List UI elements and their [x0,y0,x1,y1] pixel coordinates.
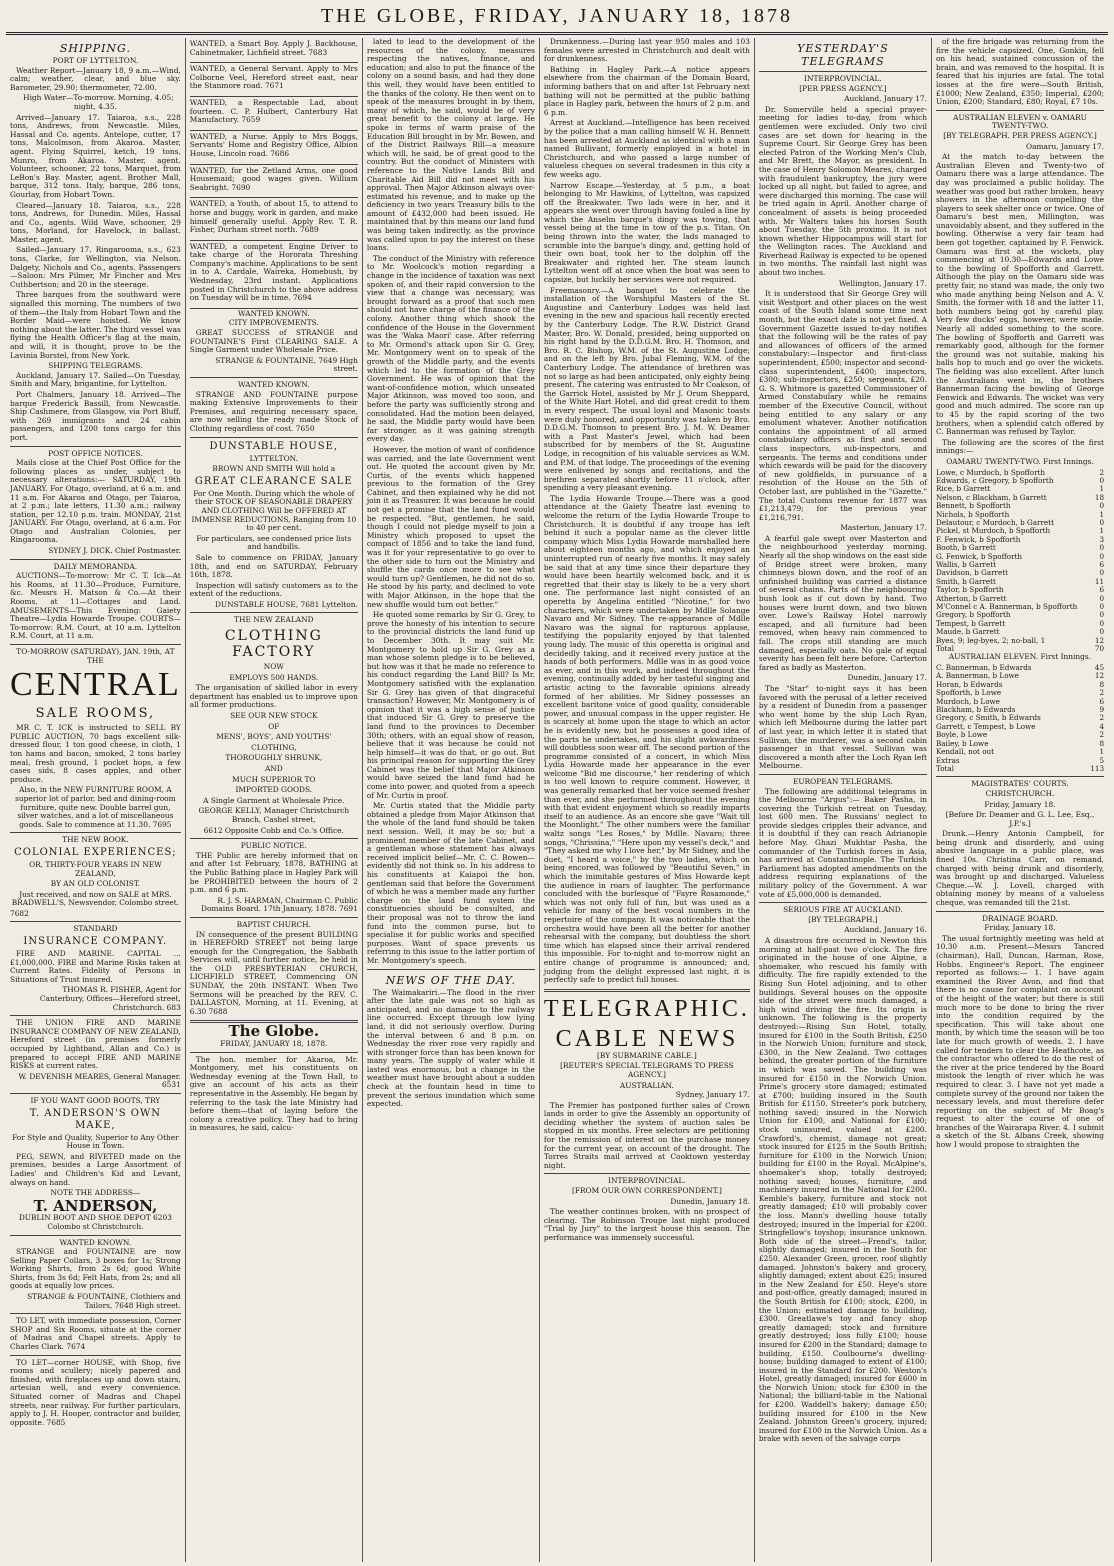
runs: 2 [1099,467,1105,477]
dunstable-sign: DUNSTABLE HOUSE, 7681 Lyttelton. [215,599,358,609]
divider [759,71,927,72]
tomorrow-line: TO-MORROW (SATURDAY), JAN. 19th, AT THE [16,647,175,665]
kelly-sign: GEORGE KELLY, Manager Christchurch Branch, Cashel street, [198,806,350,824]
divider [10,644,181,645]
divider [10,446,181,447]
score-row [936,748,1104,756]
batsman: Delautour, c Murdoch, b Garrett [935,517,1054,527]
batsman: Lowe, c Murdoch, b Spofforth [935,467,1046,477]
mens-label: MENS', BOYS', AND YOUTHS' [216,732,332,742]
runs: 1 [1099,526,1105,536]
wanted-ad-text: WANTED, for the Zetland Arms, one good Housemaid; good wages given. William Seabright. 7690 [189,165,358,192]
runs: 3 [1099,534,1105,544]
lydia-howarde-report: The Lydia Howarde Troupe.—There was a good attendance at the Gaiety Theatre last evening to welcome the return of the Lydia Howarde Troupe to Christchurch. It is doubtful if any troupe has left behind it such a popular name as the clever little company which Miss Lydia Howarde marshalled here about eighteen months ago, and which enjoyed an uninterrupted run of nearly five months. It may safely be said that at any time since their departure they would have been heartily welcomed back, and it is regretted that their stay is likely to be a very short one. The performance last night consisted of an operetta by Angelina entitled "Nicotine," for two characters, which were undertaken by Mdlle Solange Navaro and Mr Sidney. The re-appearance of Mdlle Navaro was the signal for rapturous applause, testifying the popularity enjoyed by that talented young lady. The music of this operetta is original and decidedly taking, and it received every justice at the hands of both performers. Mdlle was in as good voice as ever, and in this work, and indeed throughout the evening, continually added by her tasteful singing and artistic acting to the favorable opinions already formed of her abilities. Mr Sidney possesses an excellent baritone voice of good quality, considerable power, and unusual compass in the upper register. He is scarcely at home upon the stage to which an actor he is evidently new, but he possesses a good idea of the parts he undertakes, and his slight awkwardness will doubtless soon wear off. The second portion of the programme consisted of a concert, in which Miss Lydia Howarde made her appearance in the ever welcome "Bid me discourse," her rendering of which is too well known to require comment. However, it was generally remarked that her voice seemed fresher than ever, and she performed throughout the evening with that evident enjoyment which so readily imparts itself to an audience. As an encore she gave "Wait till the Moonlight." The other numbers were the familiar waltz songs "Les Roses," by Mdlle. Navaro; three songs, "Chrissina," "Here upon my vessel's deck," and "They asked me why I love her," by Mr Sidney, and the duet, "I heard a voice," by the two ladies, which on being encored, was followed by "Beautiful Seven," in which the inimitable gestures of Miss Howarde kept the audience in roars of laughter. The performance concluded with the burlesque of "Fayre Rosamonde," which was not only full of fun, but was used as a vehicle for many of the best vocal numbers in the repertoire of the company. It was noticeable that the orchestra would have been all the better for another rehearsal with the company, but doubtless the short time which has elapsed since their arrival rendered this impossible. For to-night and to-morrow night an entire change of programme is announced; and, judging from the delight expressed last night, it is perfectly safe to predict full houses. [543,493,750,985]
magistrates-before: [Before Dr. Deamer and G. L. Lee, Esq., J.P.'s.] [945,810,1095,828]
interprovincial-heading: INTERPROVINCIAL. [804,74,882,83]
barques-note: Three barques from the southward were signalled this morning. The numbers of two of them—the Italy from Hobart Town and the Border Maid—were hoisted. We know nothing about the latter. The third vessel was flying the Health Officer's flag at the main, and will, it is thought, prove to be the Lavinia Borstel, from New York. [10,290,181,360]
wellington-dateline: Wellington, January 17. [839,278,927,288]
runs: 9 [1099,705,1105,715]
batsman: C. Bannerman, b Edwards [935,663,1032,673]
european-telegrams-text: The following are additional telegrams in the Melbourne "Argus":— Baker Pasha, in covering the Turkish retreat on Tuesday, lost 600 men. The Russians' neglect to provide sledges cripples their advance, and it is doubtful if they can reach Adrianople before May. Ghazi Mukhtar Pasha, the commander of the Turkish forces in Asia, has arrived at Constantinople. The Turkish Parliament has adopted amendments on the address requiring explanations of the military policy of the Government. A war vote of £5,000,000 is demanded. [758,786,927,899]
fire-report-continued: of the fire brigade was returning from the fire the vehicle capsized. One, Gonkin, fell on his head, sustained concussion of the brain, and was removed to the hospital. It is feared that his injuries are fatal. The total losses at the fire were—South British, £1000; New Zealand, £350; Imperial, £200; Union, £200; Standard, £80; Royal, £7 10s. [935,37,1105,107]
drainage-board-heading: DRAINAGE BOARD. [982,913,1058,923]
fisher-sign: THOMAS R. FISHER, Agent for Canterbury, Offices—Hereford street, Christchurch. 683 [39,985,181,1012]
divider [10,1015,181,1016]
of-label: OF [268,721,280,731]
european-telegrams-heading: EUROPEAN TELEGRAMS. [792,776,893,786]
magistrates-date: Friday, January 18. [984,799,1056,809]
cricket-heading: AUSTRALIAN ELEVEN v. OAMARU TWENTY-TWO. [953,112,1087,131]
editorial-continued: He quoted some remarks by Sir G. Grey, to prove the honesty of his intention to secure to the provincial districts the land fund up to December 30th. It may suit Mr. Montgomery to hold up Sir G. Grey as a man whose solemn pledge is to be believed, but how was it that he made no reference to his conduct regarding the Land Bill? Is Mr. Montgomery satisfied with the explanation Sir G. Grey has given of that disgraceful transaction? However, Mr. Montgomery is of opinion that it was a high sense of justice that induced Sir G. Grey to preserve the land fund to the provinces to December 30th; others, with an equal show of reason, believe that it was because he could not help himself—it was do that, or go out. But his principal reason for supporting the Grey Cabinet was the belief that Major Atkinson would have seized the land fund had he come into power, and quoted from a speech of Mr. Curtis in proof. [366,610,535,800]
wanted-ad-text: WANTED, a competent Engine Driver to take charge of the Hororata Threshing Company's machine. Applications to be sent in to A. Cardale, Waireka, Homebush, by Wednesday, 23rd instant. Applications posted in Christchurch to the above address on Tuesday will be in time. 7694 [189,241,358,303]
batsman: Pickel, st Murdoch, b Spofforth [935,526,1051,536]
runs: 2 [1099,688,1105,698]
wanted-known-heading: WANTED KNOWN. [238,380,310,389]
public-notice-heading: PUBLIC NOTICE. [240,841,307,851]
score-row [936,637,1104,645]
strange-fountaine-text: STRANGE and FOUNTAINE are now Selling Paper Collars, 3 boxes for 1s; Strong Working Shirts, from 2s 6d; good White Shirts, from 3s 6d; Felt Hats, from 2s; and all goods at equally low prices. [10,1247,181,1291]
runs: 5 [1099,755,1105,765]
editorial-continued: However, the motion of want of confidence was carried, and the late Government went out. He quoted the account given by Mr. Curtis, of the events which happened previous to the formation of the Grey Cabinet, and then explained why he did not join it as Treasurer. It was because he could not get a promise that the land fund would be respected. "But, gentlemen, he said, though I could not pledge myself to join a Ministry which proposed to upset the compact of 1856 and to take the land fund, was it for your representative to go over to the other side to turn out the Ministry and shuffle the cards once more to see what would turn up? Gentlemen, he did not do so. He stood by his party, and declined to vote with Major Atkinson, in the hope that the new shuffle would turn out better." [366,444,535,609]
divider [10,1355,181,1356]
column-5 [755,38,932,1562]
sailings: Sailed—January 17. Ringarooma, s.s., 623 tons, Clarke, for Wellington, via Nelson. Dalgety, Nichols and Co., agents. Passengers—Saloon: Mrs Pilmer, Mr Fincher and Mrs Cuthbertson; and 20 in the steerage. [10,245,181,289]
batsman: Bennett, b Spofforth [935,501,1011,511]
clothing-factory-title: CLOTHING FACTORY [224,628,323,661]
runs: 2 [1099,730,1105,740]
clothing-label: CLOTHING, [251,742,297,752]
editorial-continued: lated to lead to the development of the resources of the colony, measures respecting the natives, finance, and education; and also to put the finance of the colony on a sound basis, and had they done this well, they would have been entitled to the thanks of the colony. He then went on to speak of the measures brought in by them, many of which, he said, would be of very great benefit to the colony at large. He spoke in terms of warm praise of the Education Bill brought in by Mr. Bowen, and of the District Railways Bill—a measure which will, he said, be of great good to the country. But the conduct of Ministers with reference to the Native Lands Bill and Charitable Aid Bill did not meet with his approval. Then Major Atkinson always over-estimated his revenue, and to make up the deficiency in two years Treasury bills to the amount of £432,000 had been issued. He maintained that by this means our land fund was being taken indirectly, as the province was called upon to pay the interest on these loans. [366,37,535,253]
total-label: Total [935,763,955,773]
column-1 [6,38,186,1562]
wanted-ad [190,97,358,131]
wanted-ad [190,198,358,240]
runs: 18 [1094,492,1105,502]
batsman: Gregory, b Spofforth [935,610,1011,620]
yesterdays-telegrams-heading: YESTERDAY'S TELEGRAMS [797,42,889,68]
wanted-ad-text: WANTED, a Nurse. Apply to Mrs Boggs, Servants' Home and Registry Office, Albion House, Lincoln road. 7686 [189,131,358,158]
divider [10,1235,181,1236]
note-address: NOTE THE ADDRESS— [50,1188,141,1198]
runs: 12 [1094,635,1105,645]
wanted-ad-text: WANTED, a Youth, of about 15, to attend to horse and buggy, work in garden, and make himself generally useful. Apply Rev. T. R. Fisher, Durham street north. 7689 [189,199,358,235]
batsman: Smith, b Garrett [935,576,996,586]
scores-intro: The following are the scores of the first innings:— [935,437,1105,456]
baptist-heading: BAPTIST CHURCH. [236,919,311,929]
divider [10,1093,181,1094]
shrunk-label: THOROUGHLY SHRUNK, [225,753,323,763]
runs: 11 [1094,576,1105,586]
waimakariri-report: The Waimakariri.—The flood in the river after the late gale was not so high as anticipated, and no damage to the railway line occurred. Except through low lying land, it did not seriously overflow. During the interval between 6 and 8 p.m. on Wednesday the river rose very rapidly and with stronger force than has been known for many years. The supply of water while it lasted was enormous, but a change in the weather must have brought about a sudden check at the fountain head in time to prevent the serious inundation which some expected. [366,987,535,1109]
aus-eleven-heading: AUSTRALIAN ELEVEN. First Innings. [948,652,1092,662]
strange-fountaine-sign: STRANGE & FOUNTAINE, 7649 High street. [215,355,358,374]
auckland-shipping: Auckland, January 17. Sailed—On Tuesday, Smith and Mary, brigantine, for Lyttelton. [10,370,181,389]
editorial-continued: The conduct of the Ministry with reference to Mr. Woolcock's motion regarding a change in the incidence of taxation was next spoken of, and their rapid conversion to the view that a change was necessary, was brought forward as a proof that such men should not have charge of the finance of the colony. Another thing which shook the confidence of the House in the Government was the 'Waka Maori' case. After referring to Mr. Ormond's attack upon Sir G. Grey, Mr. Montgomery went on to speak of the growth of the Middle party, and the events which led to the formation of the Grey Government. He was of opinion that the want-of-confidence motion, which unseated Major Atkinson, was moved too soon, and before the party was sufficiently strong and consolidated. Had the motion been delayed, he said, the Middle party would have been far stronger, as it was gaining strength every day. [366,253,535,444]
batsman: Atherton, b Garrett [935,593,1007,603]
clearance-sale-title: GREAT CLEARANCE SALE [194,475,353,487]
batsman: Wallis, b Garrett [935,559,996,569]
cricket-report: At the match to-day between the Australian Eleven and Twenty-two of Oamaru there was a large attendance. The day was proclaimed a public holiday. The weather was good but rather broken, heavy showers in the afternoon compelling the players to seek shelter once or twice. One of Oamaru's best men, Millington, was unavoidably absent, and they suffered in the bowling. Otherwise a very fair team had been got together, captained by F. Fenwick. Oamaru was first at the wickets, play commencing at 10.30—Edwards and Lowe to the bowling of Spofforth and Garrett. Although the play on the Oamaru side was pretty fair, no stand was made, the only two who made anything being Nelson and A. V. Smith, the former with 18 and the latter 11, both numbers being got by careful play. Very few ducks' eggs, however, were made. Nearly all added something to the score. The bowling of Spofforth and Garrett was remarkably good, although for the former the ground was not suitable, making his balls hop to much and go over the wickets. The fielding was also excellent. After lunch the Australians went in, the brothers Bannerman facing the bowling of George Fenwick and Edwards. The wicket was very good and much admired. The score ran up to 45 by the rapid scoring of the two brothers, when a splendid catch offered by C. Bannerman was refused by Taylor. [935,152,1105,437]
dunstable-location: LYTTELTON. [249,453,298,463]
divider [936,911,1104,912]
to-let-1: TO LET, with immediate possession, Corner SHOP and Six Rooms, situate at the corner of Madras and Chapel streets. Apply to Charles Clark. 7674 [10,1316,181,1352]
column-4 [540,38,755,1562]
and-label: AND [264,764,283,773]
shipping-telegrams-heading: SHIPPING TELEGRAMS. [48,361,143,371]
runs: 8 [1099,738,1105,748]
runs: 0 [1099,610,1105,620]
australian-heading: AUSTRALIAN. [619,1080,674,1090]
weather-report: Weather Report—January 18, 9 a.m.—Wind, calm; weather, clear, and blue sky. Barometer, 29.90; thermometer, 72.00. [10,65,181,92]
divider [190,612,358,613]
own-correspondent: [FROM OUR OWN CORRESPONDENT.] [571,1186,722,1196]
runs: 0 [1099,543,1105,553]
harman-sign: R. J. S. HARMAN, Chairman C. Public Domains Board. 17th January, 1878. 7691 [201,895,358,914]
runs: 4 [1099,721,1105,731]
magistrates-heading: MAGISTRATES' COURTS. [971,779,1069,789]
batsman: Murdoch, b Lowe [935,696,1000,706]
runs: 8 [1099,679,1105,689]
total-label: Total [935,644,955,654]
fire-report: A disastrous fire occurred in Newton this morning at half-past two o'clock. The fire originated in the house of one Alpine, a shoemaker, who rescued his family with difficulty. The fire rapidly extended to the Rising Sun Hotel adjoining, and to other buildings. Several houses on the opposite side of the street were much damaged, a high wind driving the fire. Its origin is unknown. The following is the property destroyed:—Rising Sun Hotel, totally, insured for £100 in the South British, £250 in the Norwich Union; furniture and stock, £300, in the New Zealand. Two cottages behind, the greater portion of the furniture in which was saved. The building was insured for £150 in the Norwich Union. Prime's grocery store damaged; estimated at £700; building insured in the South British for £1150. Streeter's pork butchery, nothing saved; insured in the Norwich Union for £100, and National for £100; stock uninsured, valued at £200. Crawford's, chemist, damage not great; stock insured for £125 in the South British; furniture for £100 in the Norwich Union; building for £100 in the Royal. McAlpine's, shoemaker's shop, totally destroyed; nothing saved; houses, furniture, and machinery insured in the National for £200. Kemble's bakery, furniture and stock not greatly damaged; £10 will probably cover the loss. Mann's dwelling house totally destroyed; insured in the Imperial for £200. Stringfellow's toyshop; insurance unknown. Both side of the street—Frend's, tailor, slightly damaged; insured in the South for £250. Alexander Green, grocer, roof slightly damaged. Johnston's bakery and grocery, slightly damaged; extent about £25; insured in the New Zealand for £50. Heye's store and post-office, greatly damaged; insured in the South British for £100; stock, £200, in the Union; estimated damage to building, £300. Greatlawe's toy and fancy shop greatly damaged; stock and furniture greatly destroyed; loss fully £100; house insured for £200 in the Standard; damage to building, £150. Coulbourne's dwelling-house; building damaged to extent of £100; insured in the Standard for £200. Weston's Hotel, greatly damaged; insured for £600 in the Norwich Union; stock for £300 in the National; the billiard-table in the National for £200. Waddell's bakery; damage £50; building insured for £100 in the New Zealand. Johnston Green's grocery, injured; insured for £100 in the Norwich Union. As a brake with seven of the salvage corps [758,936,927,1444]
divider [10,921,181,922]
city-improvements: CITY IMPROVEMENTS. [228,318,319,328]
editorial-continued: Mr. Curtis stated that the Middle party obtained a pledge from Major Atkinson that the whole of the land fund should be taken next session. Well, it may be so; but a prominent member of the late Cabinet, and a gentleman whose statement has always received implicit belief—Mr. C. C. Bowen—evidently did not think so. In his address to his constituents at Kaiapoi the hon. gentleman said that before the Government of which he was a member made any further charge on the land fund system the constituencies should be consulted, and their proposal was not to throw the land fund into the common purse, but to specialise it for public works and specified purposes. Want of space prevents us referring in this issue to the latter portion of Mr. Montgomery's speech. [366,801,535,965]
dunstable-house-title: DUNSTABLE HOUSE, [209,440,339,452]
post-office-heading: POST OFFICE NOTICES. [48,448,143,458]
runs: 6 [1099,585,1105,595]
column-3 [363,38,540,1562]
submarine-label: [BY SUBMARINE CABLE.] [597,1050,697,1060]
dunedin-dateline: Dunedin, January 18. [670,1196,750,1206]
standard-label: STANDARD [73,924,118,934]
divider [367,969,535,970]
news-of-the-day-heading: NEWS OF THE DAY. [385,973,516,987]
sale-rooms-title: SALE ROOMS, [35,706,156,722]
daily-memoranda-text: AUCTIONS—To-morrow: Mr C. T. Ick—At his Rooms, at 11.30—Produce, Furniture, &c. Messrs H. Matson & Co.—At their Rooms, at 11—Cottages and Land. AMUSEMENTS—This Evening: Gaiety Theatre—Lydia Howarde Troupe. COURTS—To-morrow: R.M. Court, at 10 a.m. Lyttelton R.M. Court, at 11 a.m. [10,571,181,641]
devenish-sign: W. DEVENISH MEARES, General Manager. 6531 [18,1071,181,1090]
see-stock: SEE OUR NEW STOCK [230,711,318,721]
divider [544,989,750,992]
now-label: NOW [263,662,284,672]
drainage-date: Friday, January 18. [984,923,1056,933]
masterton-report: A fearful gale swept over Masterton and the neighbourhood yesterday morning. Nearly all the shop windows on the east side of Bridge street were broken, many chimneys blown down, and the roof of an unfinished building was carried a distance of several chains. Parts of the neighbouring bush look as if cut down by hand. Two houses were burnt down, and two blown over. Lowe's Railway Hotel narrowly escaped, and all furniture had been removed, when heavy rain commenced to fall. The crops still standing are much damaged, especially oats. No gale of equal severity has been felt here before. Carterton fared as badly as Masterton. [758,533,927,672]
divider [190,377,358,378]
runs: 12 [1094,671,1105,681]
shipping-heading: SHIPPING. [59,42,131,55]
batsman: Nichols, b Spofforth [935,509,1010,519]
wanted-ad-text: WANTED, a Respectable Lad, about fourteen. C. P. Hulbert, Canterbury Hat Manufactory. 7659 [189,97,358,125]
columns [6,38,1108,1562]
batsman: Gregory, c Smith, b Edwards [935,713,1041,723]
batsman: F. Fenwick, b Spofforth [935,534,1021,544]
wanted-ad-text: WANTED, a Smart Boy. Apply J. Backhouse, Cabinetmaker, Lichfield street. 7683 [189,39,358,57]
clearances: Cleared—January 18. Taiaroa, s.s., 228 tons, Andrews, for Dunedin. Miles, Hassal and Co., agents. Wild Wave, schooner, 29 tons, Morland, for Havelock, in ballast. Master, agent. [10,200,181,244]
organisation-text: The organisation of skilled labor in every department has enabled us to improve upon all former productions. [189,683,358,710]
divider [10,1313,181,1314]
wellington-report: It is understood that Sir George Grey will visit Westport and other places on the west coast of the South Island some time next month, but the exact date is not yet fixed. A Government Gazette issued to-day notifies that the following will be the rates of pay and allowances of officers of the armed constabulary:—Inspector and first-class superintendent, £500; inspector and second-class superintendent, £400; inspectors, £300; sub-inspectors, £250; sergeants, £20. G. S. Whitmore is gazetted Commissioner of Armed Constabulary while he remains member of the Executive Council, without being entitled to any salary or any emolument whatever. Another notification contains the appointment of all armed constabulary officers as first and second class inspectors, sub-inspectors, and sergeants. The terms and conditions under which rewards will be paid for the discovery of new goldfields, in pursuance of a resolution of the House on the 5th of October last, are published in the "Gazette." The total Customs revenue for 1877 was £1,213,479; for the previous year £1,216,791. [758,289,927,522]
arrivals: Arrived—January 17. Taiaroa, s.s., 228 tons, Andrews, from Newcastle. Miles, Hassal and Co. agents. Antelope, cutter, 17 tons, Malcolmson, from Akaroa. Master, agent. Flying Squirrel, ketch, 19 tons, Munro, from Akaroa. Master, agent. Volunteer, schooner, 22 tons, Marquet, from LeBon's Bay. Master, agent. Brother Mall, barque, 312 tons. Italy, barque, 286 tons, Gourlay, from Hobart Town. [10,112,181,199]
aus-eleven-scorecard [936,664,1104,765]
serious-fire-heading: SERIOUS FIRE AT AUCKLAND. [783,905,903,915]
batsman: Byes, 9; leg-byes, 2; no-ball, 1 [935,635,1046,645]
score-row [936,757,1104,765]
wanted-ad [190,63,358,97]
drainage-report: The usual fortnightly meeting was held at 10.30 a.m. Present—Messrs Tancred (chairman), Hall, Duncan, Harman, Rose, Hobbs. Engineer's Report. The engineer reported as follows:— 1. I have again examined the River Avon, and find that there is no cause for complaint on account of the height of the water; but there is still much more to be done to bring the river into the condition required by the specification. This will take about one month, by which time the season will be too late for much growth of weeds. 2. I have called for tenders to clear the Heathcote, as the contractor who offered to do the rest of the river at the price tendered by the Board mistook the length of river which he was required to clear. 3. I have not yet made a complete survey of the ground nor taken the necessary levels, and must therefore defer reporting on the subject of Mr Boag's request to alter the course of one of branches of the Wairarapa River. 4. I submit a sketch of the St. Albans Creek, showing how I would propose to straighten the [935,933,1105,1150]
divider [936,776,1104,777]
dublin-depot: DUBLIN BOOT AND SHOE DEPOT 6203 Colombo st Christchurch. [18,1213,172,1231]
batsman: M'Connel c A. Bannerman, b Spofforth [935,602,1078,611]
runs: 0 [1099,627,1105,637]
runs: 0 [1099,618,1105,628]
ick-auction-text: MR C. T. ICK is instructed to SELL BY PUBLIC AUCTION, 70 bags excellent silk-dressed flour, 1 ton good cheese, in cloth, 1 ton hams and bacon, smoked, 2 tons barley meal, fresh ground, 1 pocket hops, a few cases sids, 8 cases apples, and other produce. [10,723,181,784]
runs: 1 [1099,747,1105,757]
runs: 45 [1094,663,1105,673]
magistrates-report: Drunk.—Henry Antonis Campbell, for being drunk and disorderly, and using abusive language in a public place, was fined 10s. Christina Carr, on remand, charged with being drunk and disorderly, was brought up and discharged. Valueless Cheque.—W. J. Lovell, charged with obtaining money by means of a valueless cheque, was remanded till the 21st. [935,829,1105,908]
divider [190,437,358,438]
runs: 6 [1099,696,1105,706]
press-agency-label: [PER PRESS AGENCY.] [799,83,887,93]
new-book-heading: THE NEW BOOK. [62,835,129,845]
divider [190,917,358,918]
colonial-sale: Just received, and now on SALE at MRS. BRADWELL'S, Newsvendor, Colombo street. [11,889,180,908]
batsman: Rice, b Garrett [935,484,991,494]
bathing-report: Bathing in Hagley Park.—A notice appears elsewhere from the chairman of the Domain Board, informing bathers that on and after 1st February next bathing will not be permitted at the public bathing place in Hagley park, between the hours of 2 p.m. and 6 p.m. [543,64,750,117]
batsman: Blackham, b Edwards [935,705,1016,715]
wanted-ad [190,38,358,63]
column-2 [186,38,363,1562]
wanted-known-heading: WANTED KNOWN. [59,1237,132,1247]
globe-title: The Globe. [228,1022,320,1041]
insurance-subtitle: FIRE AND MARINE. CAPITAL ... £1,000,000. FIRE and Marine Risks taken at Current Rates. Fidelity of Persons in Situations of Trust insured. [10,949,181,984]
insurance-title: INSURANCE COMPANY. [23,936,168,948]
masterton-dateline: Masterton, January 17. [840,523,927,533]
divider [190,838,358,839]
colonial-ad-number: 7682 [10,908,29,918]
total-value: 113 [1090,763,1105,773]
batsman: Kendall, not out [935,747,995,757]
batsman: Maude, b Garrett [935,627,1000,637]
cable-news-title: CABLE NEWS [555,1025,739,1052]
baptist-text: IN consequence of the present BUILDING in HEREFORD STREET not being large enough for the Congregation, the Sabbath Services will, until further notice, be held in the OLD PRESBYTERIAN CHURCH, LICHFIELD STREET, Commencing ON SUNDAY, the 20th INSTANT. When Two Sermons will be preached by the REV. C. DALLASTON, Morning, at 11. Evening, at 6.30 7688 [189,929,358,1016]
interprovincial-heading: INTERPROVINCIAL. [608,1176,686,1186]
fire-dateline: Auckland, January 16. [844,925,927,935]
telegraphic-title: TELEGRAPHIC. [543,995,750,1022]
batsman: Extras [935,755,960,765]
anderson-make: T. ANDERSON'S OWN MAKE, [29,1107,161,1131]
batsman: Horan, b Edwards [935,679,1003,689]
freemasonry-report: Freemasonry.—A banquet to celebrate the installation of the Worshipful Masters of the St. Augustine and Canterbury Lodges was held last evening in the new and spacious hall recently erected by the Canterbury Lodge. The R.W. District Grand Master, Bro. W. Donald, presided, being supported on his right hand by the D.D.G.M. Bro. H. Thomson, and Bro. R. C. Bishop, W.M. of the St. Augustine Lodge; and on the left by Bro. Jubal Fleming, W.M. of the Canterbury Lodge. The attendance of brethren was not so large as had been anticipated, only eighty being present. The catering was entrusted to Mr Coakson, of the Garrick Hotel, assisted by Mr J. Orum Sheppard, of the White Hart Hotel, and did great credit to them in every respect. The usual loyal and Masonic toasts were duly honored, and opportunity was taken by Bro. D.D.G.M. Thomson to present Bro. J. M. W. Deamer with a Past Master's Jewel, which had been subscribed for by members of the St. Augustine Lodge, in recognition of his valuable services as W.M. and P.M. of that lodge. The proceedings of the evening were enlivened by songs and recitations, and the brethren separated shortly before 11 o'clock, after spending a very pleasant evening. [543,285,750,493]
drunkenness-report: Drunkenness.—During last year 950 males and 103 females were arrested in Christchurch and dealt with for drunkenness. [543,37,750,64]
batsman: Garrett, c Tempest, b Lowe [935,721,1036,731]
high-water: High Water—To-morrow. Morning, 4.05; night, 4.35. [23,93,174,111]
anderson-name: T. ANDERSON, [33,1196,158,1215]
runs: 1 [1099,509,1105,519]
batsman: Bailey, b Lowe [935,738,989,748]
masthead: THE GLOBE, FRIDAY, JANUARY 18, 1878 [6,0,1108,35]
superior-label: MUCH SUPERIOR TO [232,774,316,784]
magistrates-city: CHRISTCHURCH. [985,788,1055,798]
pegged-text: PEG, SEWN, and RIVETED made on the premises, besides a Large Assortment of Ladies' and Children's Kid and Levant, always on hand. [10,1151,181,1187]
brown-smith: BROWN AND SMITH Will hold a [212,464,336,474]
batsman: A. Bannerman, b Lowe [935,671,1019,681]
sydney-report: The Premier has postponed further sales of Crown lands in order to give the Assembly an opportunity of deciding whether the system of auction sales be stopped in six months. Free selectors are petitioning for the remission of interest on the purchase money for the current year, on account of the drought. The Torres Straits mail arrived at Cooktown yesterday night. [543,1100,750,1170]
narrow-escape-report: Narrow Escape.—Yesterday, at 5 p.m., a boat belonging to Mr Hawkins, of Lyttelton, was capsized off the Breakwater. Two lads were in her, and it appears she went over through having fouled a line by which the Anselm barque's dingy was towing, that vessel being at the time in tow of the p.s. Titan. On being thrown into the water, the lads managed to scramble into the barque's dingy, and, getting hold of their own boat, took her to the dolphin off the Breakwater and righted her. The steam launch Lyttelton went off at once when the boat was seen to capsize, but luckily her services were not required. [543,180,750,285]
cricket-dateline: Oamaru, January 17. [1026,141,1105,151]
runs: 0 [1099,568,1105,578]
post-office-sign: SYDNEY J. DICK. Chief Postmaster. [48,546,181,556]
batsman: Taylor, b Spofforth [935,585,1004,595]
runs: 0 [1099,602,1105,611]
oamaru-scorecard [936,469,1104,646]
divider [10,559,181,560]
runs: 0 [1099,501,1105,511]
runs: 0 [1099,517,1105,527]
colonial-author: BY AN OLD COLONIST. [50,879,141,889]
to-let-2: TO LET—corner HOUSE, with Shop, five rooms and scullery; nicely papered and finished, with fireplaces up and down stairs, artesian well, and every convenience. Situated corner of Madras and Chapel streets, near railway. For further particulars, apply to J. H. Hooper, contractor and builder, opposite. 7685 [10,1357,181,1427]
wanted-ad [190,241,358,309]
strange-fountaine-sign: STRANGE & FOUNTAINE, Clothiers and Tailors, 7648 High street. [27,1292,181,1310]
oamaru-innings-heading: OAMARU TWENTY-TWO. First Innings. [946,456,1094,466]
dunedin-report: The weather continues broken, with no prospect of clearing. The Robinson Troupe last night produced "Trial by Jury" to the largest house this season. The performance was immensely successful. [543,1207,750,1242]
runs: 0 [1099,551,1105,561]
wanted-ad-text: WANTED, a General Servant. Apply to Mrs Colborne Veel, Hereford street east, near the Stanmore road. 7671 [189,64,358,91]
ick-auction-also: Also, in the NEW FURNITURE ROOM, A superior lot of parlor, bed and dining-room furniture, quite new. Double barrel gun, silver watches, and a lot of miscellaneous goods. Sale to commence at 11.30. 7695 [15,785,176,829]
reuter-label: [REUTER'S SPECIAL TELEGRAMS TO PRESS AGENCY.] [560,1061,734,1079]
inspection-text: Inspection will satisfy customers as to the extent of the reductions. [189,580,358,599]
runs: 1 [1099,484,1105,494]
union-insurance-ad: THE UNION FIRE AND MARINE INSURANCE COMPANY OF NEW ZEALAND, Hereford street (in premises formerly occupied by Lightband, Allan and Co.) is prepared to accept FIRE AND MARINE RISKS at current rates. [10,1018,181,1071]
batsman: Boyle, b Lowe [935,730,988,740]
nz-heading: THE NEW ZEALAND [234,615,314,625]
divider [759,902,927,903]
kelly-address: 6612 Opposite Cobb and Co.'s Office. [203,825,344,835]
batsman: Booth, b Garrett [935,543,996,553]
one-month-text: For One Month. During which the whole of their STOCK OF SEASONABLE DRAPERY AND CLOTHING Will be OFFERED AT IMMENSE REDUCTIONS, Ranging from 10 to 40 per cent. [191,488,357,533]
imported-label: IMPORTED GOODS. [235,785,313,795]
wanted-ad [190,165,358,199]
runs: 0 [1099,475,1105,485]
divider [10,832,181,833]
runs: 6 [1099,559,1105,569]
dunedin-dateline: Dunedin, January 17. [847,673,927,683]
runs: 0 [1099,593,1105,603]
editorial-text: The hon. member for Akaroa, Mr. Montgomery, met his constituents on Wednesday evening at the Town Hall, to give an account of his acts as their representative in the Assembly. He began by referring to the task the late Ministry had before them—that of laying before the colony a creative policy. They had to bring in measures, he said, calcu- [189,1054,358,1133]
total-value: 70 [1094,644,1105,654]
great-success-text: GREAT SUCCESS of STRANGE and FOUNTAINE'S First CLEARING SALE. A Single Garment under Wholesale Price. [189,328,358,355]
globe-date: FRIDAY, JANUARY 18, 1878. [220,1039,328,1049]
port-chalmers-shipping: Port Chalmers, January 18. Arrived—The barque Frederick Bassill, from Newcastle. Ship Cashmere, from Glasgow, via Port Bluff, with 269 immigrants and 24 cabin passengers, and 1200 tons cargo for this port. [10,389,181,442]
particulars-text: For particulars, see condensed price lists and handbills. [196,533,352,552]
boots-line-1: IF YOU WANT GOOD BOOTS, TRY [30,1095,161,1105]
dunedin-report: The "Star" to-night says it has been favored with the perusal of a letter received by a resident of Dunedin from a passenger who went home by the ship Loch Ryan, which left Melbourne during the latter part of last year, in which letter it is stated that Sullivan, the murderer, was a second cabin passenger in that vessel. Sullivan was discovered a month after the Loch Ryan left Melbourne. [758,683,927,771]
central-title: CENTRAL [10,666,181,704]
batsman: G. Fenwick, b Spofforth [935,551,1023,561]
employs-text: EMPLOYS 500 HANDS. [229,672,319,682]
colonial-subtitle: OR, THIRTY-FOUR YEARS IN NEW ZEALAND, [29,859,162,878]
boots-line-3: For Style and Quality, Superior to Any Other House in Town. [12,1132,179,1151]
wanted-known-heading: WANTED KNOWN. [238,308,310,318]
bathing-notice: THE Public are hereby informed that on and after 1st February, 1878, BATHING at the Public Bathing place in Hagley Park will be PROHIBITED between the hours of 2 p.m. and 6 p.m. [189,850,358,895]
cricket-by-telegraph: [BY TELEGRAPH. PER PRESS AGENCY.] [943,130,1097,140]
runs: 2 [1099,713,1105,723]
batsman: Nelson, c Blackham, b Garrett [935,492,1047,502]
divider [936,110,1104,111]
batsman: Spofforth, b Lowe [935,688,1002,698]
sydney-dateline: Sydney, January 17. [675,1090,750,1100]
wanted-ad [190,131,358,165]
divider [759,774,927,775]
port-heading: PORT OF LYTTELTON. [52,56,139,65]
arrest-report: Arrest at Auckland.—Intelligence has been received by the police that a man calling himself W. H. Bennett has been arrested at Auckland as identical with a man named Bullivant, formerly employed in a hotel in Christchurch, and who passed a large number of valueless cheques on several tradesmen in this city a few weeks ago. [543,118,750,179]
divider [190,1052,358,1053]
column-6 [932,38,1108,1562]
fire-by-telegraph: [BY TELEGRAPH.] [808,914,878,924]
daily-memoranda-heading: DAILY MEMORANDA. [53,561,138,571]
colonial-experiences-title: COLONIAL EXPERIENCES; [14,846,177,858]
batsman: Edwards, c Gregory, b Spofforth [935,475,1054,485]
batsman: Davidson, b Garrett [935,568,1009,578]
auckland-report: Dr. Somerville held a special prayer-meeting for ladies to-day, from which gentlemen were excluded. Only two civil cases are set down for hearing in the Supreme Court. Sir George Grey has been elected Patron of the Working Men's Club, and Mr Brett, the Mayor, as president. In the case of Henry Solomon Meares, charged with fraudulent bankruptcy, the jury were locked up all night, but failed to agree, and were discharged this morning. The case will be tried again in April. Another charge of concealment of assets is being proceeded with. Mr Walters takes his horses South about Tuesday, the 5th proximo. It is not known whether Hippocampus will start for the Wellington races. The Auckland and Riverhead Railway is expected to be opened in two months. The rainfall last night was about two inches. [758,104,927,278]
strange-fountaine-improvements: STRANGE AND FOUNTAINE purpose making Extensive Improvements to their Premises, and requiring necessary space, are now selling the ready made Stock of Clothing regardless of cost. 7650 [189,389,358,433]
wholesale-label: A Single Garment at Wholesale Price. [203,795,345,805]
auckland-dateline: Auckland, January 17. [844,94,927,104]
aus-eleven-total [936,765,1104,773]
divider [544,1173,750,1174]
batsman: Tempest, b Garrett [935,618,1006,628]
post-office-text: Mails close at the Chief Post Office for the following places as under, subject to necessary alterations:— SATURDAY, 19th JANUARY. For Otago, overland, at 6 a.m. and 11 a.m. For Akaroa and Otago, per Taiaroa, at 2 p.m.; late letters, 11.30 a.m.; railway station, per 12.10 p.m. train. MONDAY, 21st JANUARY. For Otago, overland, at 6 a.m. For Otago and Australian Colonies, per Ringarooma. [10,458,181,545]
sale-commence-text: Sale to commence on FRIDAY, January 18th, and end on SATURDAY, February 16th, 1878. [189,552,358,580]
